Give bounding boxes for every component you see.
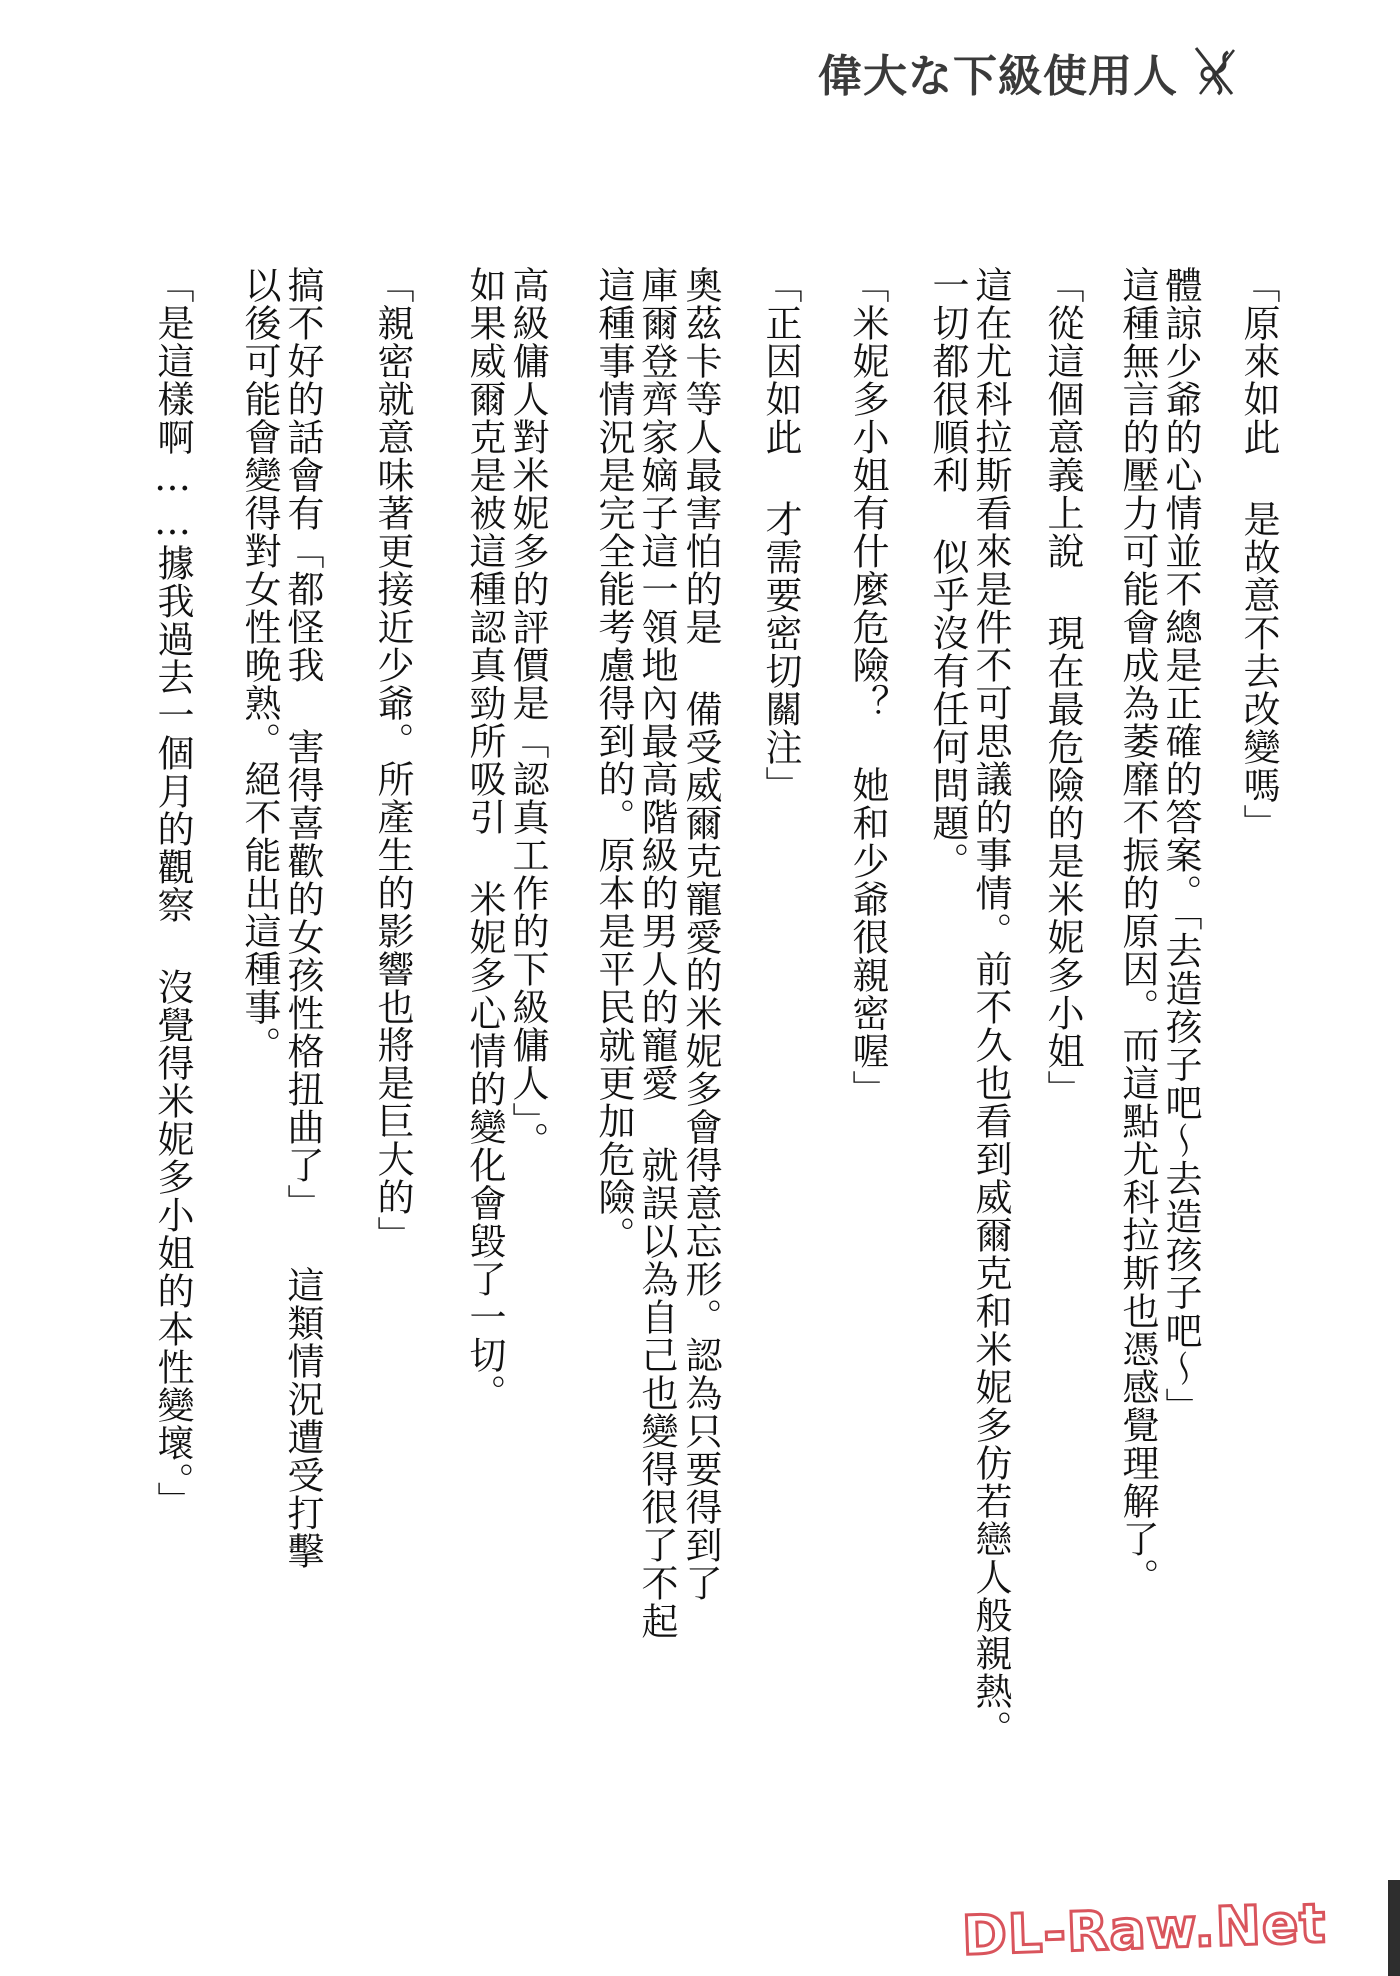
- text-column: 「從這個意義上說 現在最危險的是米妮多小姐」: [1041, 266, 1084, 1108]
- text-column: 「米妮多小姐有什麼危險？ 她和少爺很親密喔」: [846, 266, 889, 1108]
- text-column: 「親密就意味著更接近少爺。所產生的影響也將是巨大的」: [371, 266, 414, 1254]
- text-column: 一切都很順利 似乎沒有任何問題。: [926, 266, 969, 880]
- crossed-sword-snake-icon: [1188, 44, 1244, 100]
- text-column: 這在尤科拉斯看來是件不可思議的事情。前不久也看到威爾克和米妮多仿若戀人般親熱。: [969, 266, 1012, 1748]
- text-column: 「正因如此 才需要密切關注」: [759, 266, 802, 804]
- text-column: 庫爾登齊家嫡子這一領地內最高階級的男人的寵愛 就誤以為自己也變得很了不起: [635, 266, 678, 1640]
- text-column: 奧茲卡等人最害怕的是 備受威爾克寵愛的米妮多會得意忘形。認為只要得到了: [679, 266, 722, 1602]
- text-column: 「是這樣啊……據我過去一個月的觀察 沒覺得米妮多小姐的本性變壞。」: [151, 266, 194, 1520]
- text-column: 「原來如此 是故意不去改變嗎」: [1237, 266, 1280, 842]
- book-title: 偉大な下級使用人: [818, 51, 1178, 102]
- text-column: 這種事情況是完全能考慮得到的。原本是平民就更加危險。: [592, 266, 635, 1254]
- text-column: 以後可能會變得對女性晚熟。絕不能出這種事。: [238, 266, 281, 1064]
- text-column: 體諒少爺的心情並不總是正確的答案。「去造孩子吧～去造孩子吧～」: [1159, 266, 1202, 1426]
- text-column: 高級傭人對米妮多的評價是「認真工作的下級傭人」。: [506, 266, 549, 1160]
- edge-bar: [1388, 1880, 1400, 1976]
- text-column: 搞不好的話會有「都怪我 害得喜歡的女孩性格扭曲了」 這類情況遭受打擊: [281, 266, 324, 1570]
- text-column: 如果威爾克是被這種認真勁所吸引 米妮多心情的變化會毀了一切。: [463, 266, 506, 1412]
- text-column: 這種無言的壓力可能會成為萎靡不振的原因。而這點尤科拉斯也憑感覺理解了。: [1116, 266, 1159, 1596]
- running-head: [818, 44, 1244, 100]
- watermark-logo: DL-Raw.Net: [961, 1891, 1328, 1968]
